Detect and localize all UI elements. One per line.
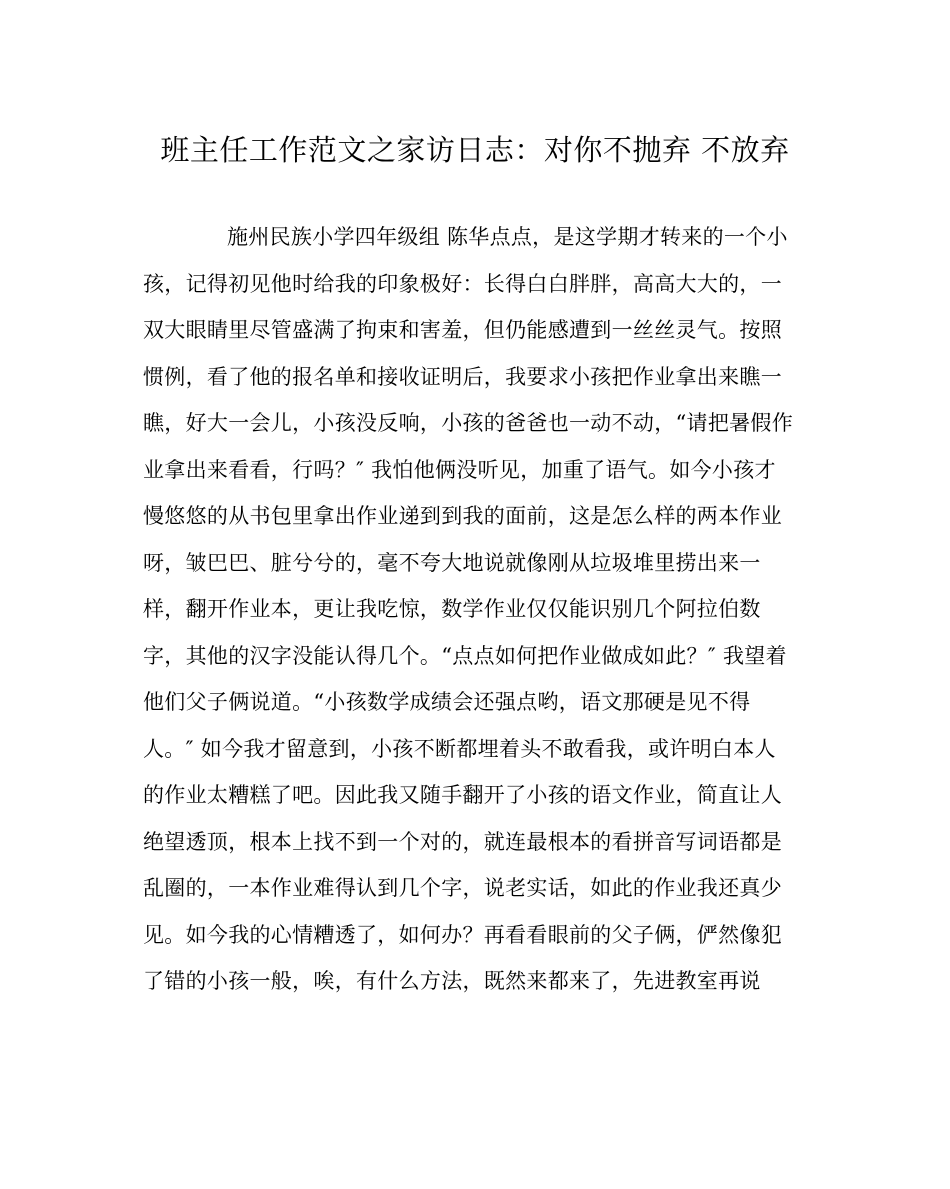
body-line: 了错的小孩一般，唉，有什么方法，既然来都来了，先进教室再说 — [143, 969, 761, 993]
body-line: 绝望透顶，根本上找不到一个对的，就连最根本的看拼音写词语都是 — [143, 829, 782, 854]
body-line: 的作业太糟糕了吧。因此我又随手翻开了小孩的语文作业，简直让人 — [143, 783, 782, 807]
body-line: 瞧，好大一会儿，小孩没反响，小孩的爸爸也一动不动，“请把暑假作 — [143, 411, 794, 435]
body-line: 见。如今我的心情糟透了，如何办？再看看眼前的父子俩，俨然像犯 — [143, 922, 782, 947]
body-line: 施州民族小学四年级组 陈华点点，是这学期才转来的一个小 — [227, 225, 788, 249]
body-line: 他们父子俩说道。“小孩数学成绩会还强点哟，语文那硬是见不得 — [143, 690, 751, 714]
body-line: 业拿出来看看，行吗？″ 我怕他俩没听见，加重了语气。如今小孩才 — [143, 457, 776, 482]
body-line: 字，其他的汉字没能认得几个。“点点如何把作业做成如此？″ 我望着 — [143, 643, 787, 668]
body-line: 慢悠悠的从书包里拿出作业递到到我的面前，这是怎么样的两本作业 — [143, 504, 782, 528]
body-line: 人。″ 如今我才留意到，小孩不断都埋着头不敢看我，或许明白本人 — [143, 736, 776, 761]
document-body — [143, 214, 823, 1005]
body-line: 乱圈的，一本作业难得认到几个字，说老实话，如此的作业我还真少 — [143, 876, 782, 900]
body-line: 孩，记得初见他时给我的印象极好：长得白白胖胖，高高大大的，一 — [143, 271, 782, 296]
body-line: 样，翻开作业本，更让我吃惊，数学作业仅仅能识别几个阿拉伯数 — [143, 597, 761, 621]
body-line: 双大眼睛里尽管盛满了拘束和害羞，但仍能感遭到一丝丝灵气。按照 — [143, 318, 782, 342]
body-line: 呀，皱巴巴、脏兮兮的，毫不夸大地说就像刚从垃圾堆里捞出来一 — [143, 550, 761, 575]
document-title: 班主任工作范文之家访日志：对你不抛弃 不放弃 — [160, 133, 790, 167]
body-line: 惯例，看了他的报名单和接收证明后，我要求小孩把作业拿出来瞧一 — [143, 364, 782, 389]
